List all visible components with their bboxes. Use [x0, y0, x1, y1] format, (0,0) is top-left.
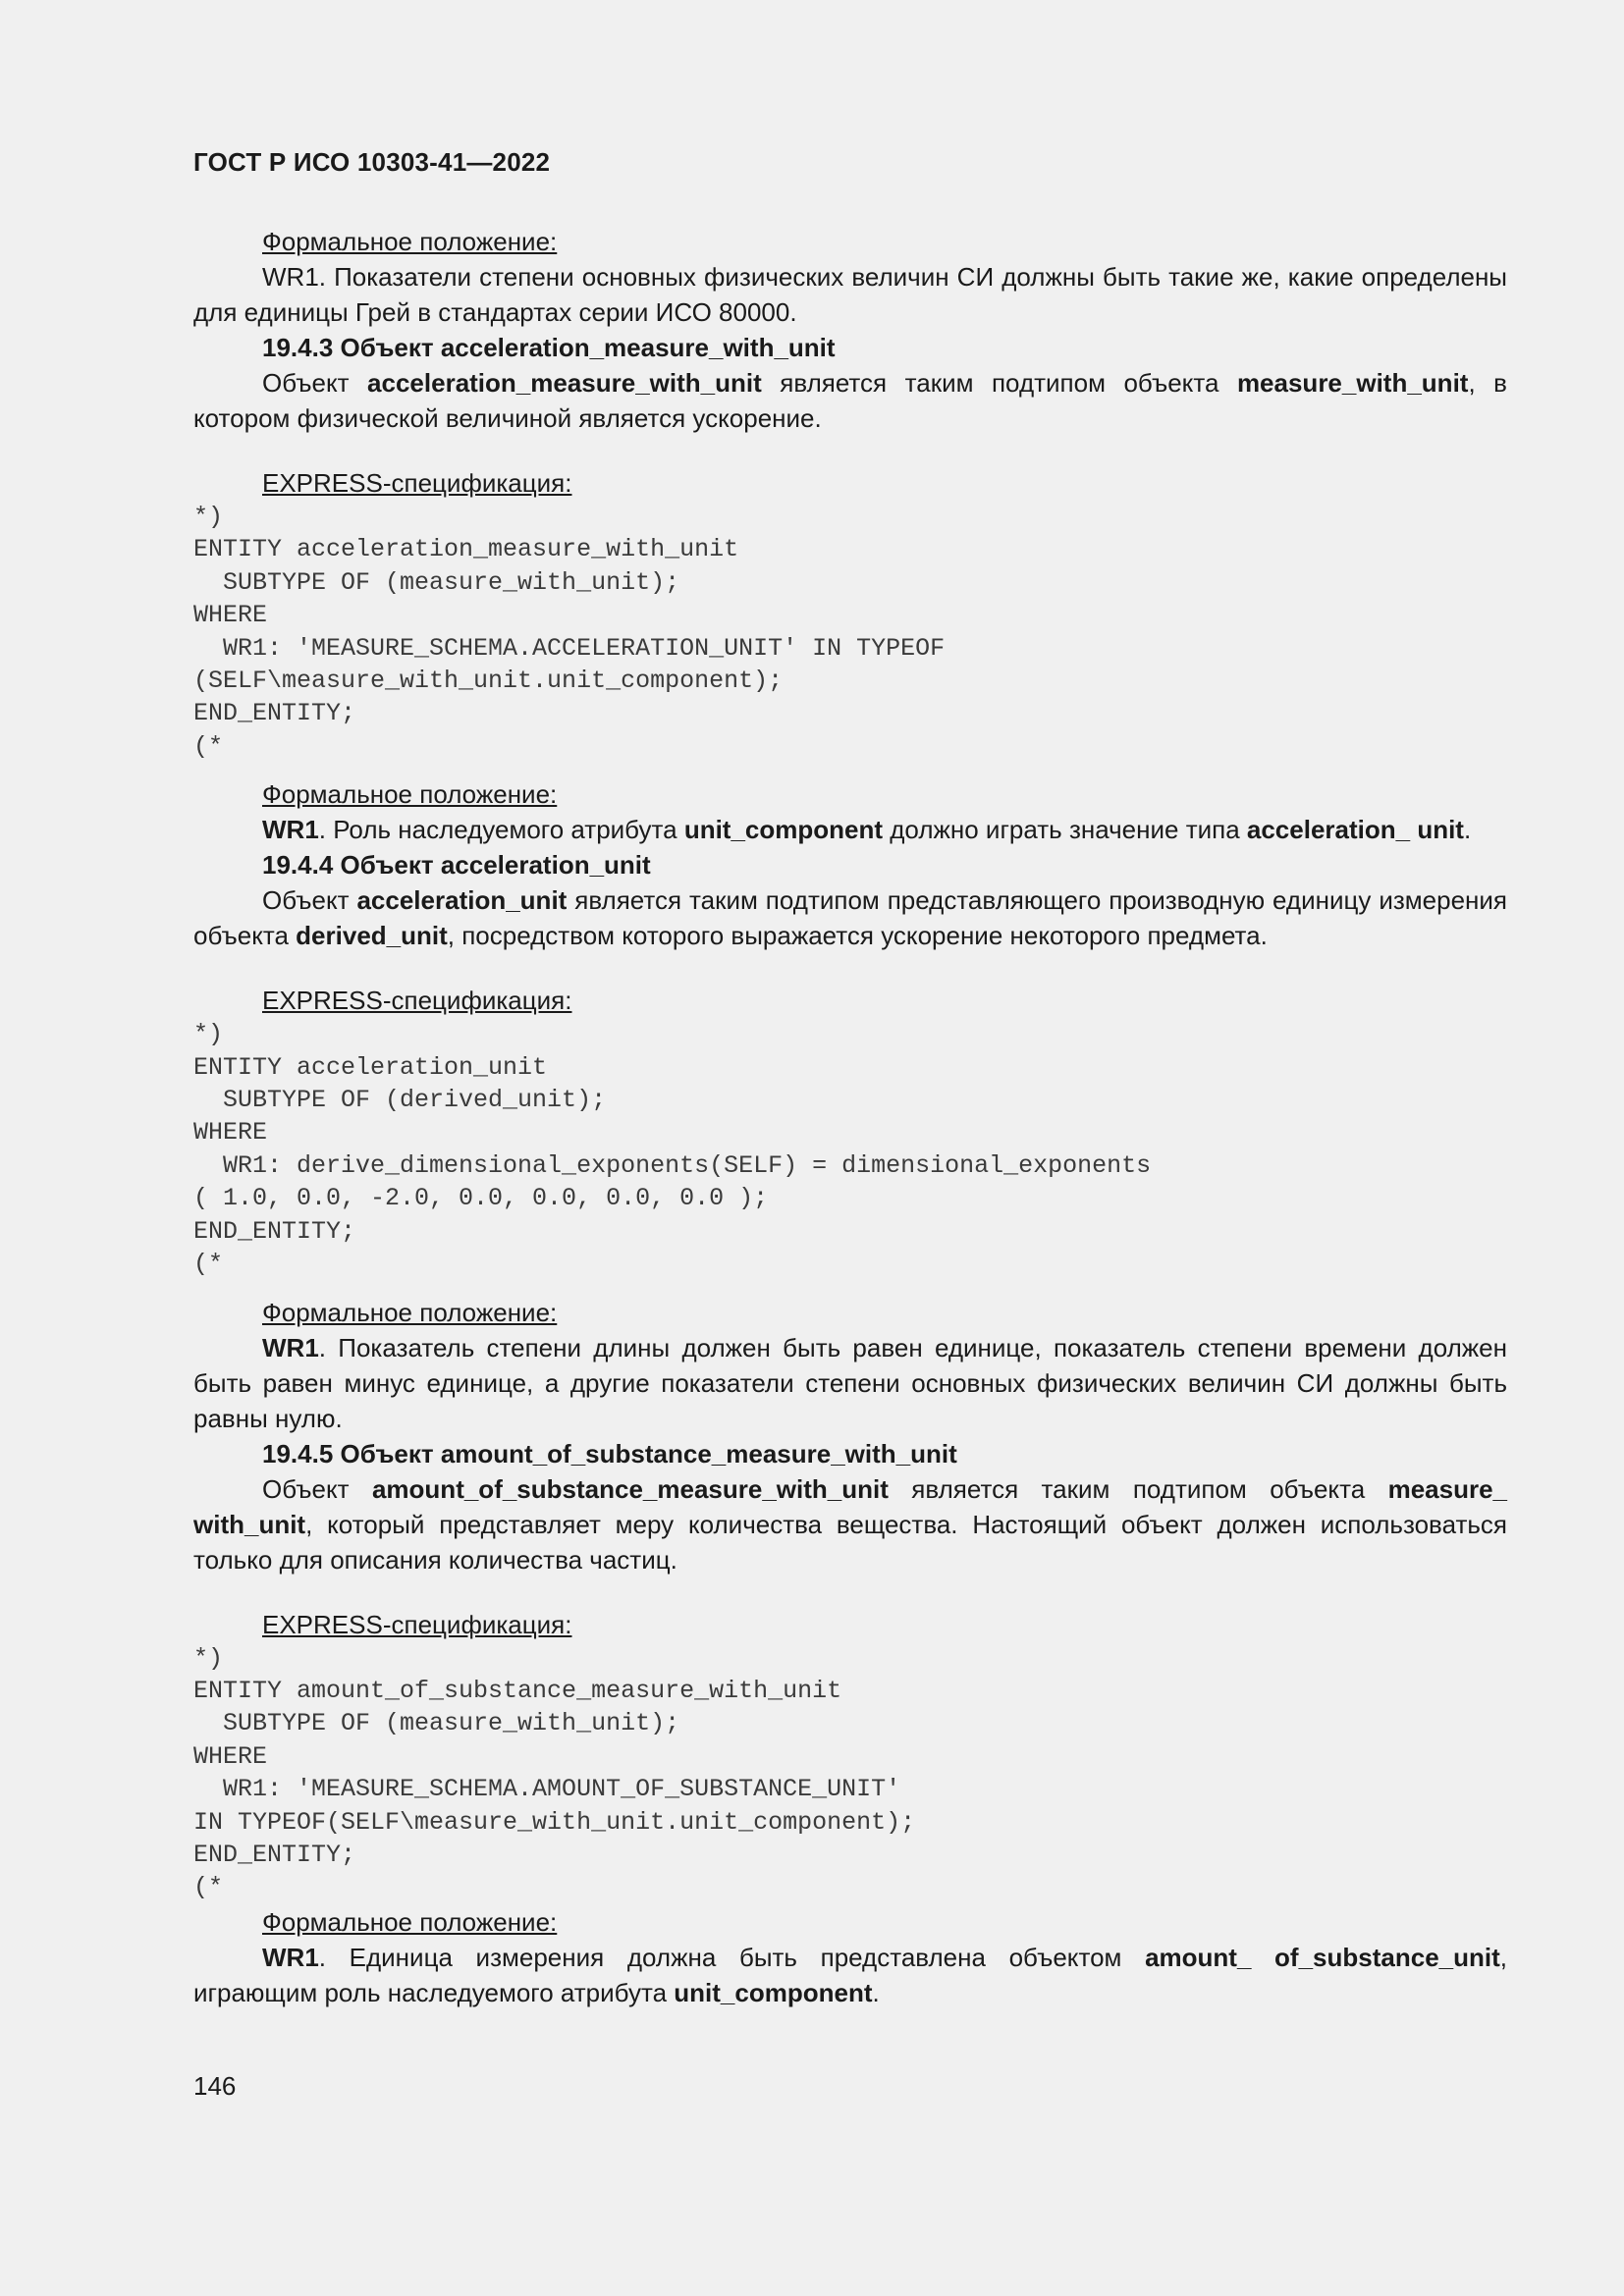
wr1-statement: WR1. Единица измерения должна быть представлена объектом amount_ of_substance_unit, играющим роль наследуемого атрибута unit_component. [193, 1942, 1507, 2007]
wr1-statement: WR1. Роль наследуемого атрибута unit_component должно играть значение типа acceleration_ unit. [262, 815, 1472, 845]
express-code-block: *) ENTITY acceleration_unit SUBTYPE OF (derived_unit); WHERE WR1: derive_dimensional_exponents(SELF) = dimensional_exponents ( 1.0, 0.0, -2.0, 0.0, 0.0, 0.0, 0.0 ); END_ENTITY; (* [193, 1020, 1152, 1279]
formal-statement-label: Формальное положение: [262, 227, 558, 256]
section-heading-19-4-3: 19.4.3 Объект acceleration_measure_with_unit [262, 333, 836, 362]
intro-wr1-paragraph: WR1. Показатели степени основных физических величин СИ должны быть такие же, какие определены для единицы Грей в стандартах серии ИСО 80000. [193, 262, 1507, 327]
express-spec-label: EXPRESS-спецификация: [262, 986, 572, 1016]
wr1-statement: WR1. Показатель степени длины должен быть равен единице, показатель степени времени должен быть равен минус единице, а другие показатели степени основных физических величин СИ должны быть равны нулю. [193, 1332, 1507, 1433]
section-19-4-3-description: Объект acceleration_measure_with_unit является таким подтипом объекта measure_with_unit, в котором физической величиной является ускорение. [193, 368, 1507, 433]
section-heading-19-4-5: 19.4.5 Объект amount_of_substance_measure_with_unit [262, 1438, 957, 1468]
formal-statement-label: Формальное положение: [262, 1297, 558, 1327]
section-heading-19-4-4: 19.4.4 Объект acceleration_unit [262, 850, 651, 881]
formal-statement-label: Формальное положение: [262, 1906, 558, 1937]
section-19-4-4-description: Объект acceleration_unit является таким подтипом представляющего производную единицу измерения объекта derived_unit, посредством которого выражается ускорение некоторого предмета. [193, 885, 1507, 951]
express-code-block: *) ENTITY amount_of_substance_measure_with_unit SUBTYPE OF (measure_with_unit); WHERE WR1: 'MEASURE_SCHEMA.AMOUNT_OF_SUBSTANCE_UNIT' IN TYPEOF(SELF\measure_with_unit.unit_component); END_ENTITY; (* [193, 1643, 916, 1902]
express-code-block: *) ENTITY acceleration_measure_with_unit SUBTYPE OF (measure_with_unit); WHERE WR1: 'MEASURE_SCHEMA.ACCELERATION_UNIT' IN TYPEOF (SELF\measure_with_unit.unit_component); END_ENTITY; (* [193, 503, 946, 761]
formal-statement-label: Формальное положение: [262, 779, 558, 810]
document-header: ГОСТ Р ИСО 10303-41—2022 [193, 147, 551, 177]
express-spec-label: EXPRESS-спецификация: [262, 468, 572, 498]
section-19-4-5-description: Объект amount_of_substance_measure_with_unit является таким подтипом объекта measure_ with_unit, который представляет меру количества вещества. Настоящий объект должен использоваться только для описания количества частиц. [193, 1473, 1508, 1575]
document-body [193, 224, 1507, 2010]
page-number: 146 [193, 2071, 237, 2101]
express-spec-label: EXPRESS-спецификация: [262, 1609, 572, 1639]
